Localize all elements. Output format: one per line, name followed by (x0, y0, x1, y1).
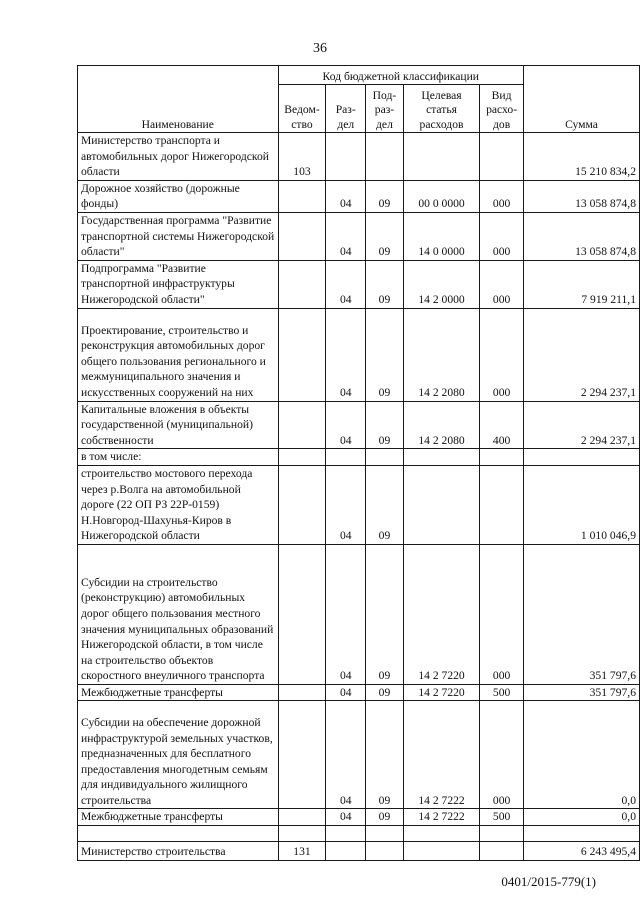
cell-sum: 0,0 (524, 809, 640, 826)
cell-subsection (366, 842, 404, 861)
cell-name: в том числе: (78, 449, 279, 466)
cell-dept (278, 684, 326, 701)
cell-section: 04 (326, 684, 366, 701)
table-row (78, 826, 640, 842)
cell-target: 14 2 2080 (403, 308, 479, 401)
cell-type (480, 465, 524, 544)
cell-subsection: 09 (366, 701, 404, 809)
cell-section: 04 (326, 180, 366, 212)
cell-target: 14 2 2080 (403, 401, 479, 449)
header-target: Целевая статья расходов (403, 85, 479, 133)
cell-target: 14 2 7222 (403, 809, 479, 826)
header-dept: Ведом-ство (278, 85, 326, 133)
cell-target: 14 2 7220 (403, 684, 479, 701)
cell-name (78, 826, 279, 842)
cell-target (403, 133, 479, 181)
table-body (78, 133, 640, 861)
header-subsection: Под-раз-дел (366, 85, 404, 133)
cell-type: 500 (480, 684, 524, 701)
cell-type: 000 (480, 180, 524, 212)
cell-dept (278, 449, 326, 466)
cell-sum (524, 449, 640, 466)
header-section: Раз-дел (326, 85, 366, 133)
cell-dept (278, 544, 326, 684)
cell-subsection: 09 (366, 308, 404, 401)
cell-sum: 13 058 874,8 (524, 180, 640, 212)
cell-name: Межбюджетные трансферты (78, 809, 279, 826)
cell-type: 400 (480, 401, 524, 449)
cell-type: 000 (480, 544, 524, 684)
cell-type (480, 826, 524, 842)
cell-section (326, 133, 366, 181)
cell-dept: 131 (278, 842, 326, 861)
header-name: Наименование (78, 66, 279, 133)
cell-subsection (366, 133, 404, 181)
cell-target (403, 449, 479, 466)
cell-dept: 103 (278, 133, 326, 181)
table-row (78, 701, 640, 809)
cell-subsection (366, 826, 404, 842)
cell-name: Дорожное хозяйство (дорожные фонды) (78, 180, 279, 212)
budget-table (77, 65, 640, 861)
cell-section: 04 (326, 212, 366, 260)
cell-dept (278, 180, 326, 212)
table-row (78, 544, 640, 684)
footer-document-code: 0401/2015-779(1) (501, 874, 596, 889)
cell-dept (278, 260, 326, 308)
header-code-group: Код бюджетной классификации (278, 66, 523, 85)
cell-dept (278, 701, 326, 809)
cell-sum: 351 797,6 (524, 684, 640, 701)
cell-type (480, 842, 524, 861)
cell-dept (278, 809, 326, 826)
table-row (78, 260, 640, 308)
cell-name: Министерство транспорта и автомобильных дорог Нижегородской области (78, 133, 279, 181)
page-number: 36 (313, 41, 327, 56)
cell-section: 04 (326, 465, 366, 544)
table-row (78, 465, 640, 544)
cell-target: 00 0 0000 (403, 180, 479, 212)
cell-target: 14 2 7220 (403, 544, 479, 684)
table-row (78, 133, 640, 181)
table-header (78, 66, 640, 133)
cell-section: 04 (326, 809, 366, 826)
cell-dept (278, 308, 326, 401)
cell-section: 04 (326, 544, 366, 684)
table-row (78, 449, 640, 466)
cell-sum: 2 294 237,1 (524, 401, 640, 449)
cell-target (403, 465, 479, 544)
cell-sum: 6 243 495,4 (524, 842, 640, 861)
cell-sum: 1 010 046,9 (524, 465, 640, 544)
cell-name: Субсидии на обеспечение дорожной инфраструктурой земельных участков, предназначенных для бесплатного предоставления многодетным семьям для индивидуального жилищного строительства (78, 701, 279, 809)
cell-subsection: 09 (366, 809, 404, 826)
cell-type: 500 (480, 809, 524, 826)
cell-section: 04 (326, 260, 366, 308)
cell-subsection: 09 (366, 465, 404, 544)
cell-subsection: 09 (366, 544, 404, 684)
cell-section (326, 826, 366, 842)
cell-section: 04 (326, 401, 366, 449)
cell-type: 000 (480, 308, 524, 401)
cell-name: Подпрограмма "Развитие транспортной инфраструктуры Нижегородской области" (78, 260, 279, 308)
header-expense-type: Вид расхо-дов (480, 85, 524, 133)
table-row (78, 842, 640, 861)
cell-subsection: 09 (366, 684, 404, 701)
cell-name: Государственная программа "Развитие транспортной системы Нижегородской области" (78, 212, 279, 260)
table-row (78, 684, 640, 701)
cell-subsection (366, 449, 404, 466)
cell-target (403, 842, 479, 861)
cell-subsection: 09 (366, 260, 404, 308)
cell-subsection: 09 (366, 401, 404, 449)
cell-dept (278, 826, 326, 842)
cell-dept (278, 401, 326, 449)
cell-type (480, 133, 524, 181)
cell-dept (278, 212, 326, 260)
cell-target: 14 2 7222 (403, 701, 479, 809)
cell-subsection: 09 (366, 180, 404, 212)
cell-section (326, 842, 366, 861)
cell-target: 14 0 0000 (403, 212, 479, 260)
cell-target: 14 2 0000 (403, 260, 479, 308)
cell-type: 000 (480, 260, 524, 308)
cell-type: 000 (480, 212, 524, 260)
cell-type (480, 449, 524, 466)
cell-name: Межбюджетные трансферты (78, 684, 279, 701)
cell-dept (278, 465, 326, 544)
cell-name: строительство мостового перехода через р.Волга на автомобильной дороге (22 ОП РЗ 22Р-0159) Н.Новгород-Шахунья-Киров в Нижегородской области (78, 465, 279, 544)
cell-sum: 351 797,6 (524, 544, 640, 684)
cell-section: 04 (326, 308, 366, 401)
header-sum: Сумма (524, 66, 640, 133)
cell-name: Капитальные вложения в объекты государственной (муниципальной) собственности (78, 401, 279, 449)
cell-section: 04 (326, 701, 366, 809)
cell-type: 000 (480, 701, 524, 809)
table-row (78, 180, 640, 212)
cell-sum: 2 294 237,1 (524, 308, 640, 401)
cell-name: Проектирование, строительство и реконструкция автомобильных дорог общего пользования регионального и межмуниципального значения и искусственных сооружений на них (78, 308, 279, 401)
cell-name: Субсидии на строительство (реконструкцию) автомобильных дорог общего пользования местного значения муниципальных образований Нижегородской области, в том числе на строительство объектов скоростного внеуличного транспорта (78, 544, 279, 684)
cell-section (326, 449, 366, 466)
cell-target (403, 826, 479, 842)
cell-sum: 13 058 874,8 (524, 212, 640, 260)
cell-sum (524, 826, 640, 842)
table-row (78, 809, 640, 826)
cell-sum: 15 210 834,2 (524, 133, 640, 181)
cell-name: Министерство строительства (78, 842, 279, 861)
table-row (78, 212, 640, 260)
table-row (78, 308, 640, 401)
table-row (78, 401, 640, 449)
cell-sum: 0,0 (524, 701, 640, 809)
cell-subsection: 09 (366, 212, 404, 260)
cell-sum: 7 919 211,1 (524, 260, 640, 308)
